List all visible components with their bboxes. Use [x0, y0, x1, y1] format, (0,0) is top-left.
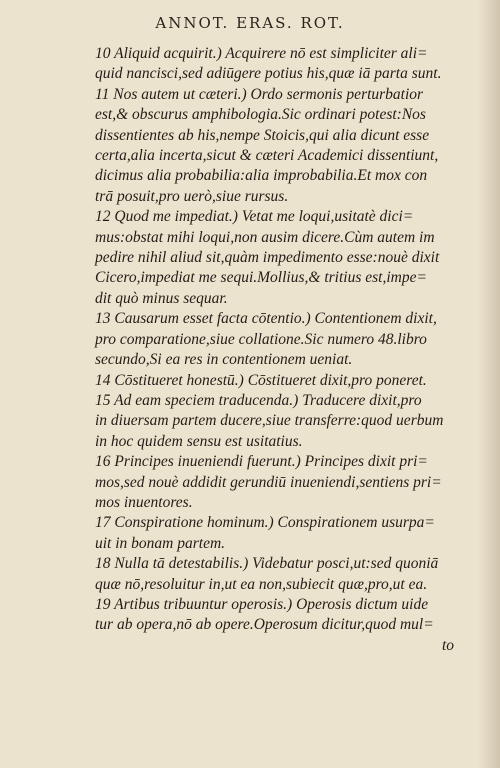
text-line: 15 Ad eam speciem traducenda.) Traducere dixit,pro: [95, 391, 422, 409]
text-line: mus:obstat mihi loqui,non ausim dicere.Cùm autem im: [95, 228, 435, 246]
text-line: 16 Principes inueniendi fuerunt.) Principes dixit pri=: [95, 453, 428, 471]
text-line: Cicero,impediat me sequi.Mollius,& tritius est,impe=: [95, 269, 427, 287]
page-edge-shadow: [478, 0, 500, 768]
text-line: pedire nihil aliud sit,quàm impedimento esse:nouè dixit: [95, 249, 440, 267]
text-line: dissentientes ab his,nempe Stoicis,qui alia dicunt esse: [95, 126, 430, 144]
text-line: in hoc quidem sensu est usitatius.: [95, 432, 303, 450]
text-line: 12 Quod me impediat.) Vetat me loqui,usitatè dici=: [95, 208, 414, 226]
text-line: secundo,Si ea res in contentionem ueniat.: [95, 351, 353, 369]
text-line: mos inuentores.: [95, 493, 193, 511]
text-line: dit quò minus sequar.: [95, 289, 228, 307]
text-line: 14 Cōstitueret honestū.) Cōstitueret dixit,pro poneret.: [95, 371, 427, 389]
text-line: mos,sed nouè addidit gerundiū inueniendi,sentiens pri=: [95, 473, 442, 491]
text-line: in diuersam partem ducere,siue transferre:quod uerbum: [95, 412, 444, 430]
text-line: uit in bonam partem.: [95, 534, 226, 552]
text-line: dicimus alia probabilia:alia improbabilia.Et mox con: [95, 167, 428, 185]
text-line: certa,alia incerta,sicut & cæteri Academici dissentiunt,: [95, 147, 439, 165]
text-line: est,& obscurus amphibologia.Sic ordinari potest:Nos: [95, 106, 426, 124]
text-line: quid nancisci,sed adiūgere potius his,quæ iā parta sunt.: [95, 65, 442, 83]
text-line: pro comparatione,siue collatione.Sic numero 48.libro: [95, 330, 427, 348]
text-line: 11 Nos autem ut cæteri.) Ordo sermonis perturbatior: [95, 85, 424, 103]
text-line: 17 Conspiratione hominum.) Conspirationem usurpa=: [95, 514, 435, 532]
text-line: 18 Nulla tā detestabilis.) Videbatur posci,ut:sed quoniā: [95, 555, 439, 573]
running-header: ANNOT. ERAS. ROT.: [155, 14, 345, 32]
text-line: 10 Aliquid acquirit.) Acquirere nō est simpliciter ali=: [95, 45, 428, 62]
catchword: to: [441, 636, 454, 654]
text-line: quæ nō,resoluitur in,ut ea non,subiecit quæ,pro,ut ea.: [95, 575, 428, 593]
text-line: 13 Causarum esset facta cōtentio.) Contentionem dixit,: [95, 310, 437, 328]
text-line: trā posuit,pro uerò,siue rursus.: [95, 187, 289, 205]
annotation-text: [95, 44, 460, 656]
text-line: 19 Artibus tribuuntur operosis.) Operosis dictum uide: [95, 595, 429, 613]
text-line: tur ab opera,nō ab opere.Operosum dicitur,quod mul=: [95, 616, 434, 634]
